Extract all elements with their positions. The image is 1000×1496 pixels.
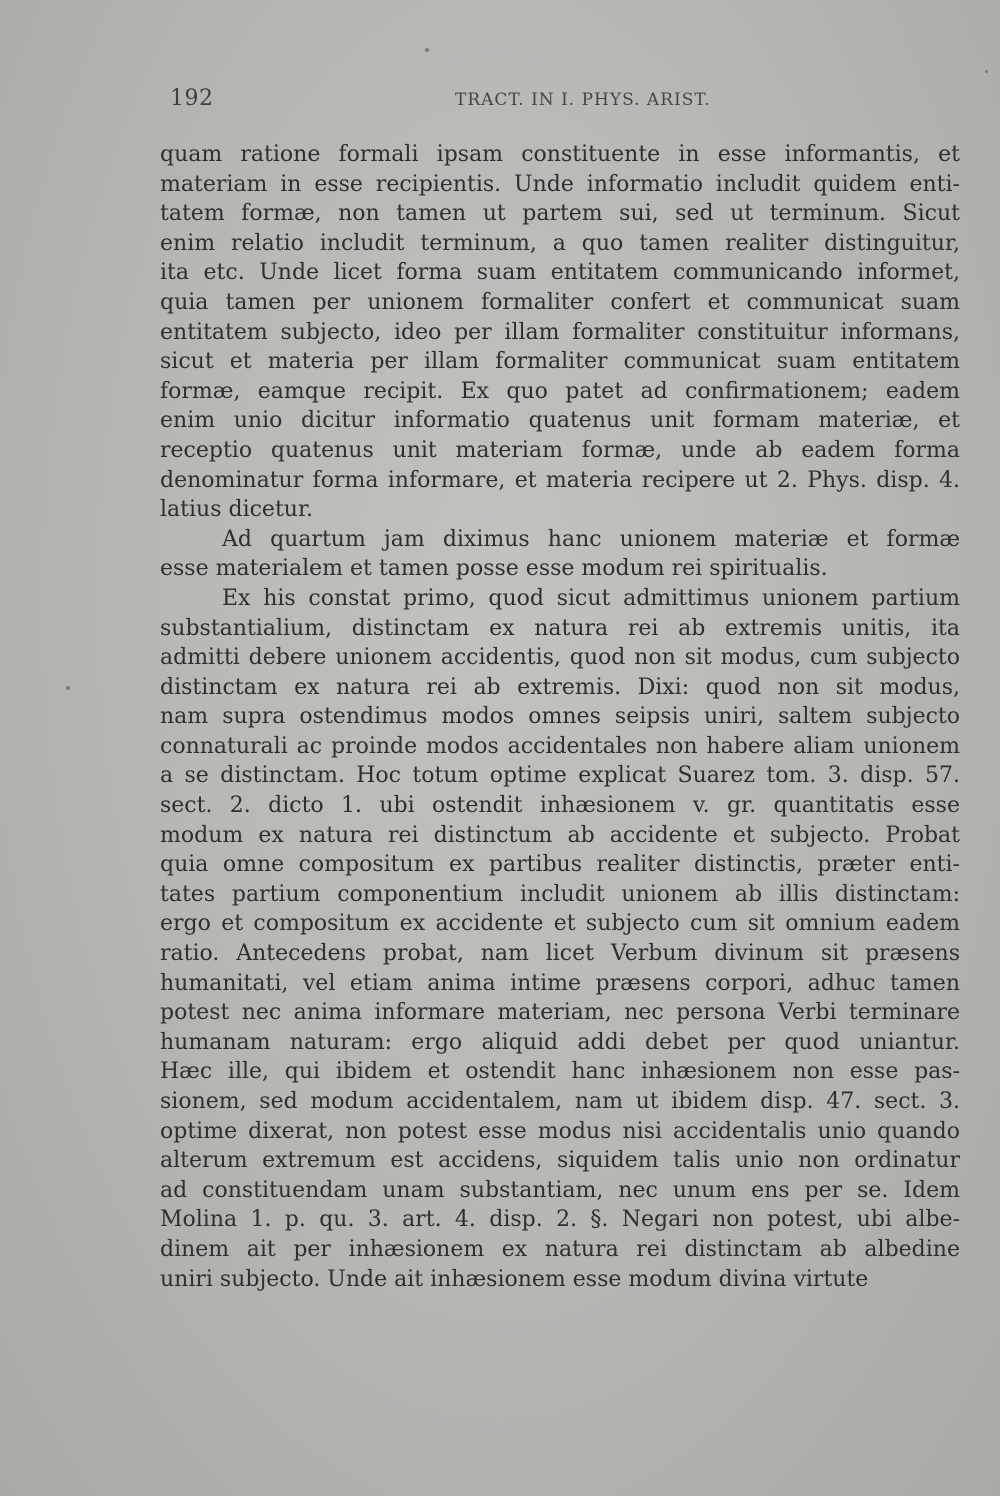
text-line: tatem formæ, non tamen ut partem sui, sed ut terminum. Sicut <box>160 201 960 227</box>
text-line: distinctam ex natura rei ab extremis. Dixi: quod non sit modus, <box>160 674 960 700</box>
text-line: connaturali ac proinde modos accidentales non habere aliam unionem <box>160 733 960 759</box>
page-number: 192 <box>170 86 214 111</box>
text-line: materiam in esse recipientis. Unde informatio includit quidem enti- <box>160 171 960 197</box>
text-line: Ad quartum jam diximus hanc unionem materiæ et formæ <box>222 526 960 552</box>
text-line: ergo et compositum ex accidente et subjecto cum sit omnium eadem <box>160 911 960 937</box>
text-line: sicut et materia per illam formaliter communicat suam entitatem <box>160 349 960 375</box>
paragraph <box>160 525 960 584</box>
page-header <box>170 86 960 116</box>
text-line: Ex his constat primo, quod sicut admittimus unionem partium <box>222 585 960 611</box>
text-line: a se distinctam. Hoc totum optime explicat Suarez tom. 3. disp. 57. <box>160 763 960 789</box>
running-title: TRACT. IN I. PHYS. ARIST. <box>455 90 711 110</box>
text-line: sionem, sed modum accidentalem, nam ut ibidem disp. 47. sect. 3. <box>160 1089 960 1114</box>
text-line: admitti debere unionem accidentis, quod non sit modus, cum subjecto <box>160 645 960 671</box>
text-line: receptio quatenus unit materiam formæ, unde ab eadem forma <box>160 437 960 463</box>
text-line: modum ex natura rei distinctum ab accidente et subjecto. Probat <box>160 822 960 848</box>
text-line: quia tamen per unionem formaliter confert et communicat suam <box>160 289 960 315</box>
text-line: dinem ait per inhæsionem ex natura rei distinctam ab albedine <box>160 1236 960 1262</box>
text-line: enim unio dicitur informatio quatenus unit formam materiæ, et <box>160 408 960 434</box>
text-line: formæ, eamque recipit. Ex quo patet ad confirmationem; eadem <box>160 378 960 404</box>
text-line: quam ratione formali ipsam constituente in esse informantis, et <box>160 142 960 167</box>
text-line: potest nec anima informare materiam, nec persona Verbi terminare <box>160 1000 960 1026</box>
text-line: nam supra ostendimus modos omnes seipsis uniri, saltem subjecto <box>160 704 960 730</box>
paragraph <box>160 140 960 525</box>
paper-speck <box>425 48 429 52</box>
text-line: denominatur forma informare, et materia recipere ut 2. Phys. disp. 4. <box>160 467 960 493</box>
text-line: latius dicetur. <box>160 497 314 523</box>
text-line: sect. 2. dicto 1. ubi ostendit inhæsionem v. gr. quantitatis esse <box>160 793 960 819</box>
text-line: uniri subjecto. Unde ait inhæsionem esse modum divina virtute <box>160 1266 869 1292</box>
text-line: humanitati, vel etiam anima intime præsens corpori, adhuc tamen <box>160 970 960 996</box>
paper-speck <box>985 70 988 73</box>
text-line: Molina 1. p. qu. 3. art. 4. disp. 2. §. Negari non potest, ubi albe- <box>160 1207 960 1233</box>
text-line: quia omne compositum ex partibus realiter distinctis, præter enti- <box>160 852 960 878</box>
text-line: ad constituendam unam substantiam, nec unum ens per se. Idem <box>160 1177 960 1203</box>
text-line: substantialium, distinctam ex natura rei ab extremis unitis, ita <box>160 615 960 641</box>
text-line: ita etc. Unde licet forma suam entitatem communicando informet, <box>160 260 960 286</box>
text-line: humanam naturam: ergo aliquid addi debet per quod uniantur. <box>160 1029 960 1055</box>
body-text <box>160 140 960 1294</box>
text-line: tates partium componentium includit unionem ab illis distinctam: <box>160 881 960 907</box>
text-line: ratio. Antecedens probat, nam licet Verbum divinum sit præsens <box>160 941 960 967</box>
text-line: esse materialem et tamen posse esse modum rei spiritualis. <box>160 556 828 582</box>
text-line: optime dixerat, non potest esse modus nisi accidentalis unio quando <box>160 1118 960 1144</box>
text-line: alterum extremum est accidens, siquidem talis unio non ordinatur <box>160 1148 960 1174</box>
text-line: entitatem subjecto, ideo per illam formaliter constituitur informans, <box>160 319 960 345</box>
text-line: Hæc ille, qui ibidem et ostendit hanc inhæsionem non esse pas- <box>160 1059 960 1085</box>
paper-speck <box>66 686 70 690</box>
paragraph <box>160 584 960 1294</box>
text-line: enim relatio includit terminum, a quo tamen realiter distinguitur, <box>160 230 960 256</box>
